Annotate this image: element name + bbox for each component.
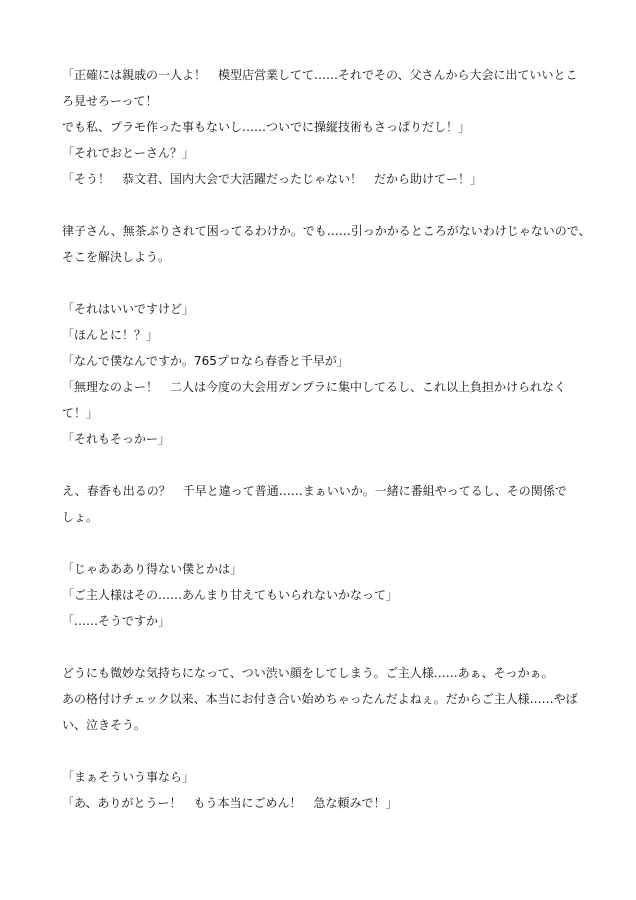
text-line: 「じゃあああり得ない僕とかは」: [62, 562, 243, 576]
text-line: でも私、プラモ作った事もないし……ついでに操縦技術もさっぱりだし！」: [62, 120, 471, 134]
paragraph: [62, 556, 582, 634]
text-line: 「まぁそういう事なら」: [62, 770, 195, 784]
text-line: 「正確には親戚の一人よ！ 模型店営業してて……それでその、父さんから大会に出ていいとこ: [62, 68, 578, 82]
text-line: 「あ、ありがとうー！ もう本当にごめん！ 急な頼みで！」: [62, 796, 398, 810]
text-line: い、泣きそう。: [62, 718, 147, 732]
text-line: 「ご主人様はその……あんまり甘えてもいられないかなって」: [62, 588, 399, 602]
text-line: 「それでおとーさん？」: [62, 146, 195, 160]
text-line: 律子さん、無茶ぶりされて困ってるわけか。でも……引っかかるところがないわけじゃないので、: [62, 224, 591, 238]
text-line: そこを解決しよう。: [62, 250, 171, 264]
text-line: 「それはいいですけど」: [62, 302, 195, 316]
text-line: 「無理なのよー！ 二人は今度の大会用ガンプラに集中してるし、これ以上負担かけられなく: [62, 380, 567, 394]
text-line: しょ。: [62, 510, 99, 524]
paragraph: [62, 764, 582, 816]
paragraph: [62, 218, 591, 270]
text-line: 「なんで僕なんですか。765プロなら春香と千早が」: [62, 354, 349, 368]
text-line: え、春香も出るの？ 千早と違って普通……まぁいいか。一緒に番組やってるし、その関係で: [62, 484, 567, 498]
text-line: 「ほんとに！？」: [62, 328, 159, 342]
text-line: どうにも微妙な気持ちになって、つい渋い顔をしてしまう。ご主人様……あぁ、そっかぁ。: [62, 666, 554, 680]
paragraph: [62, 296, 582, 452]
text-line: あの格付けチェック以来、本当にお付き合い始めちゃったんだよねぇ。だからご主人様……やば: [62, 692, 578, 706]
text-line: 「そう！ 恭文君、国内大会で大活躍だったじゃない！ だから助けてー！」: [62, 172, 483, 186]
paragraph: [62, 62, 582, 192]
text-line: て！」: [62, 406, 99, 420]
document-page: [62, 62, 591, 842]
text-line: 「それもそっかー」: [62, 432, 171, 446]
text-line: 「……そうですか」: [62, 614, 171, 628]
paragraph: [62, 478, 582, 530]
paragraph: [62, 660, 582, 738]
text-line: ろ見せろーって！: [62, 94, 158, 108]
